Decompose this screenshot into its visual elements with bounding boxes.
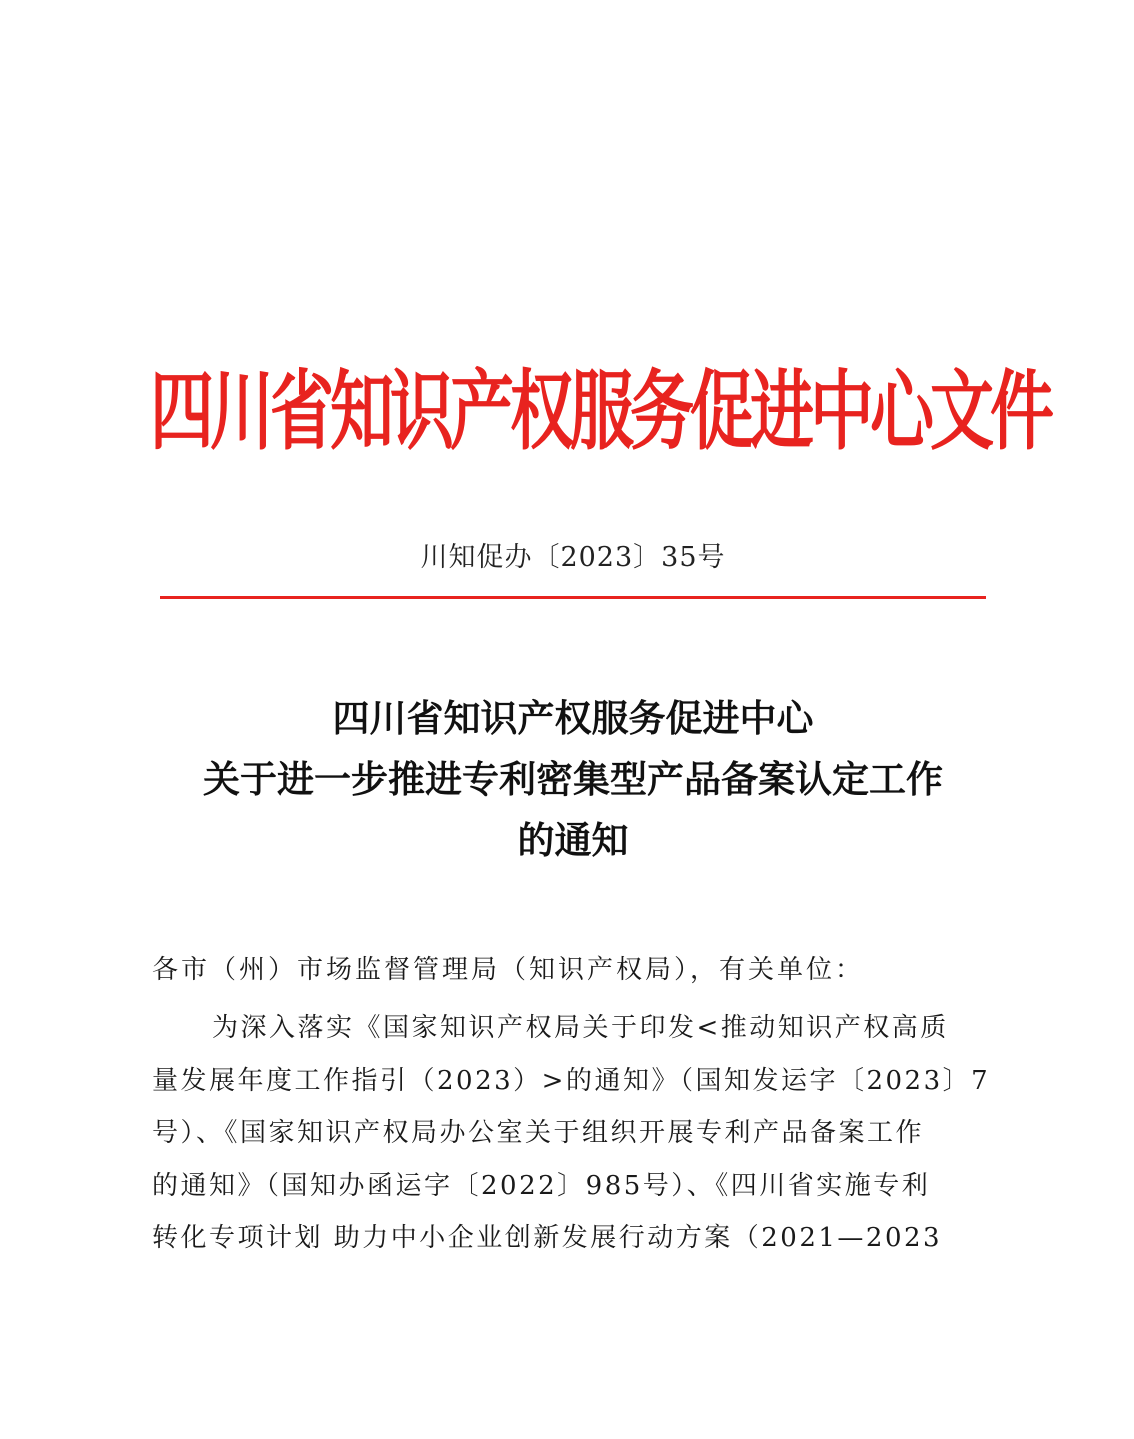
- notice-title-line-2: 关于进一步推进专利密集型产品备案认定工作: [203, 757, 943, 801]
- red-divider-line: [160, 596, 986, 599]
- notice-title-line-1: 四川省知识产权服务促进中心: [332, 696, 814, 740]
- body-line-4: 的通知》（国知办函运字〔2022〕985号）、《四川省实施专利: [152, 1170, 931, 1201]
- body-paragraph: [152, 1002, 1002, 1265]
- body-line-5: 转化专项计划 助力中小企业创新发展行动方案（2021—2023: [152, 1223, 943, 1253]
- salutation: 各市（州）市场监督管理局（知识产权局），有关单位：: [152, 955, 865, 985]
- notice-title: [100, 688, 1046, 871]
- body-line-2: 量发展年度工作指引（2023）>的通知》（国知发运字〔2023〕7: [152, 1065, 991, 1096]
- document-number: 川知促办〔2023〕35号: [420, 542, 726, 573]
- body-line-3: 号）、《国家知识产权局办公室关于组织开展专利产品备案工作: [152, 1118, 925, 1148]
- document-header-title: 四川省知识产权服务促进中心文件: [150, 362, 1050, 463]
- body-line-1: 为深入落实《国家知识产权局关于印发<推动知识产权高质: [212, 1013, 949, 1043]
- notice-title-line-3: 的通知: [517, 818, 629, 862]
